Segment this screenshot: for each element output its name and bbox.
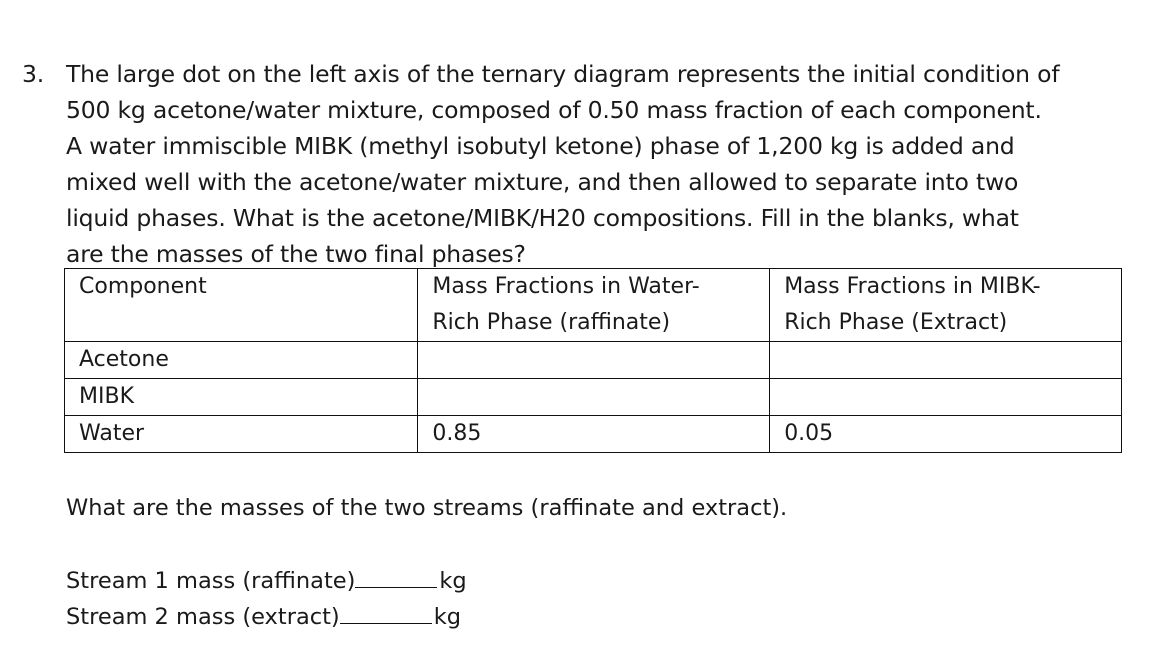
- cell-extract-water: 0.05: [770, 416, 1122, 453]
- table-header-row: [65, 269, 1122, 342]
- stream1-blank[interactable]: [355, 565, 437, 588]
- stream2-label: Stream 2 mass (extract): [66, 604, 340, 630]
- cell-raffinate-acetone[interactable]: [418, 342, 770, 379]
- cell-component: Acetone: [65, 342, 418, 379]
- stream2-unit: kg: [433, 604, 462, 630]
- table-row-water: [65, 416, 1122, 453]
- stream2-line: [66, 601, 461, 633]
- header-raffinate: Mass Fractions in Water- Rich Phase (raffinate): [418, 269, 770, 342]
- stream1-unit: kg: [439, 568, 467, 594]
- question-line: 500 kg acetone/water mixture, composed of 0.50 mass fraction of each component.: [66, 96, 1042, 124]
- stream1-line: [66, 565, 467, 597]
- cell-raffinate-mibk[interactable]: [418, 379, 770, 416]
- question-text: [66, 56, 1146, 272]
- question-line: A water immiscible MIBK (methyl isobutyl ketone) phase of 1,200 kg is added and: [66, 132, 1015, 160]
- question-line: are the masses of the two final phases?: [66, 240, 526, 268]
- question-line: liquid phases. What is the acetone/MIBK/H20 compositions. Fill in the blanks, what: [66, 204, 1019, 232]
- question-number: 3.: [22, 60, 45, 88]
- cell-component: Water: [65, 416, 418, 453]
- question-line: mixed well with the acetone/water mixture, and then allowed to separate into two: [66, 168, 1019, 196]
- cell-raffinate-water: 0.85: [418, 416, 770, 453]
- cell-extract-mibk[interactable]: [770, 379, 1122, 416]
- stream1-label: Stream 1 mass (raffinate): [66, 568, 356, 594]
- cell-extract-acetone[interactable]: [770, 342, 1122, 379]
- header-extract: Mass Fractions in MIBK- Rich Phase (Extract): [770, 269, 1122, 342]
- header-component: Component: [65, 269, 418, 342]
- table-row-acetone: [65, 342, 1122, 379]
- stream2-blank[interactable]: [340, 601, 432, 624]
- question-line: The large dot on the left axis of the ternary diagram represents the initial condition of: [66, 60, 1060, 88]
- composition-table: [64, 268, 1122, 453]
- table-row-mibk: [65, 379, 1122, 416]
- cell-component: MIBK: [65, 379, 418, 416]
- streams-question: What are the masses of the two streams (raffinate and extract).: [66, 495, 788, 521]
